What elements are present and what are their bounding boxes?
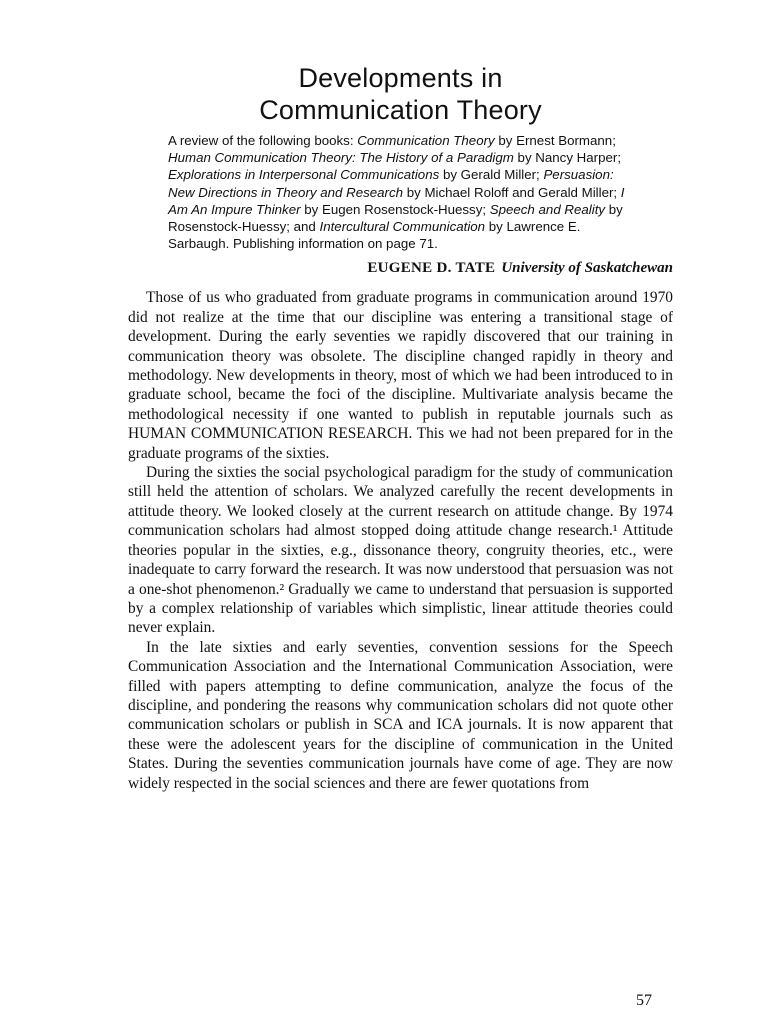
article-title bbox=[128, 62, 673, 126]
body-paragraph: In the late sixties and early seventies, convention sessions for the Speech Communication Association and the International Communication Association, were filled with papers attempting to define communication, analyze the focus of the discipline, and pondering the reasons why communication scholars did not quote other communication scholars or publish in SCA and ICA journals. It is now apparent that these were the adolescent years for the discipline of communication in the United States. During the seventies communication journals have come of age. They are now widely respected in the social sciences and there are fewer quotations from bbox=[128, 638, 673, 792]
review-text: by Ernest Bormann; bbox=[494, 133, 616, 148]
body-paragraph: During the sixties the social psychological paradigm for the study of communication still held the attention of scholars. We analyzed carefully the recent developments in attitude theory. We looked closely at the current research on attitude change. By 1974 communication scholars had almost stopped doing attitude change research.¹ Attitude theories popular in the sixties, e.g., dissonance theory, congruity theories, etc., were inadequate to carry forward the research. It was now understood that persuasion was not a one-shot phenomenon.² Gradually we came to understand that persuasion is supported by a complex relationship of variables which simplistic, linear attitude theories could never explain. bbox=[128, 464, 673, 637]
review-text: by Nancy Harper; bbox=[513, 150, 622, 166]
book-title: Intercultural Communication bbox=[319, 219, 486, 235]
author-affiliation: University of Saskatchewan bbox=[501, 260, 673, 277]
book-title: Communication Theory bbox=[357, 133, 495, 148]
article-page bbox=[128, 62, 673, 793]
title-line-2: Communication Theory bbox=[259, 95, 542, 125]
book-title: I Am An Impure Thinker bbox=[168, 184, 625, 217]
book-title: Speech and Reality bbox=[489, 201, 606, 217]
article-body bbox=[128, 288, 673, 793]
review-text: by Lawrence E. Sarbaugh. Publishing information on page 71. bbox=[168, 219, 581, 252]
book-title: Persuasion: New Directions in Theory and Research bbox=[168, 167, 614, 200]
byline bbox=[128, 258, 673, 278]
page-number: 57 bbox=[636, 992, 652, 1009]
body-paragraph: Those of us who graduated from graduate programs in communication around 1970 did not realize at the time that our discipline was entering a transitional stage of development. During the early seventies we rapidly discovered that our training in communication theory was obsolete. The discipline changed rapidly in theory and methodology. New developments in theory, most of which we had been introduced to in graduate school, became the foci of the discipline. Multivariate analysis became the methodological necessity if one wanted to publish in reputable journals such as HUMAN COMMUNICATION RESEARCH. This we had not been prepared for in the graduate programs of the sixties. bbox=[128, 289, 673, 462]
review-text: by Michael Roloff and Gerald Miller; bbox=[403, 184, 621, 200]
title-line-1: Developments in bbox=[298, 63, 503, 93]
review-text: by Gerald Miller; bbox=[439, 167, 544, 183]
book-title: Human Communication Theory: The History of a Paradigm bbox=[168, 150, 514, 166]
review-text: A review of the following books: bbox=[168, 133, 358, 148]
book-title: Explorations in Interpersonal Communications bbox=[168, 167, 440, 183]
review-text: by Rosenstock-Huessy; and bbox=[168, 201, 623, 235]
author-name: EUGENE D. TATE bbox=[367, 260, 496, 277]
review-note bbox=[168, 132, 630, 252]
review-text: by Eugen Rosenstock-Huessy; bbox=[300, 201, 490, 217]
